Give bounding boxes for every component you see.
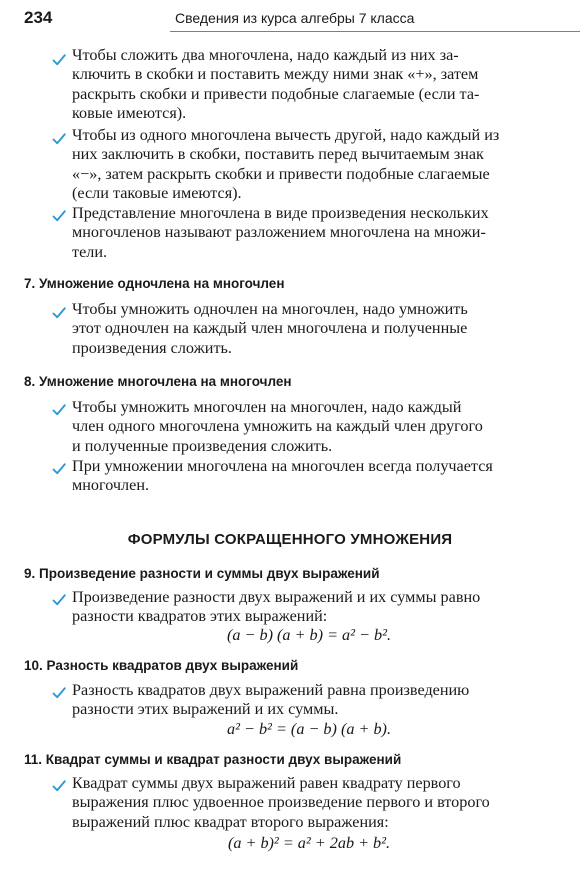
item-line: Произведение разности двух выражений и их суммы равно — [72, 588, 481, 606]
section-heading-8: 8. Умножение многочлена на многочлен — [24, 374, 292, 389]
header-rule — [170, 31, 580, 32]
item-line: и полученные произведения сложить. — [72, 436, 333, 455]
check-icon — [51, 402, 67, 418]
list-item-difference-of-squares — [72, 681, 546, 720]
check-icon — [51, 52, 67, 68]
item-line: член одного многочлена умножить на каждый член другого — [72, 417, 483, 436]
formula: (a + b)² = a² + 2ab + b². — [227, 834, 391, 852]
running-head — [24, 8, 556, 30]
list-item-factorization — [72, 204, 546, 262]
check-icon — [51, 461, 67, 477]
item-line: разности этих выражений и их суммы. — [72, 700, 339, 719]
chapter-heading: ФОРМУЛЫ СОКРАЩЕННОГО УМНОЖЕНИЯ — [127, 531, 453, 548]
item-line: Чтобы из одного многочлена вычесть другой, надо каждый из — [72, 126, 500, 144]
item-line: (если таковые имеются). — [72, 184, 242, 203]
section-heading-10: 10. Разность квадратов двух выражений — [24, 658, 299, 673]
list-item-difference-of-squares-product — [72, 588, 546, 627]
item-line: выражения плюс удвоенное произведение первого и второго — [72, 793, 490, 812]
list-item-polynomial-by-polynomial — [72, 398, 546, 456]
check-icon — [51, 208, 67, 224]
formula: a² − b² = (a − b) (a + b). — [227, 720, 391, 738]
item-line: выражений плюс квадрат второго выражения: — [72, 812, 389, 831]
item-line: тели. — [72, 242, 108, 261]
list-item-square-of-sum — [72, 774, 546, 832]
list-item-subtract-polynomials — [72, 126, 546, 204]
running-title: Сведения из курса алгебры 7 класса — [175, 10, 415, 26]
item-line: разности квадратов этих выражений: — [72, 607, 328, 626]
item-line: «−», затем раскрыть скобки и привести подобные слагаемые — [72, 164, 490, 183]
list-item-add-polynomials — [72, 46, 546, 124]
list-item-product-is-polynomial — [72, 457, 546, 496]
item-line: этот одночлен на каждый член многочлена и полученные — [72, 319, 468, 338]
item-line: ключить в скобки и поставить между ними знак «+», затем — [72, 65, 479, 84]
item-line: Представление многочлена в виде произведения нескольких — [72, 204, 489, 222]
item-line: Разность квадратов двух выражений равна произведению — [72, 681, 470, 699]
check-icon — [51, 592, 67, 608]
item-line: раскрыть скобки и привести подобные слагаемые (если та- — [72, 84, 480, 103]
section-heading-9: 9. Произведение разности и суммы двух выражений — [24, 566, 380, 581]
section-heading-7: 7. Умножение одночлена на многочлен — [24, 276, 285, 291]
item-line: При умножении многочлена на многочлен всегда получается — [72, 457, 493, 475]
section-heading-11: 11. Квадрат суммы и квадрат разности двух выражений — [24, 752, 402, 767]
item-line: ковые имеются). — [72, 104, 187, 123]
item-line: Квадрат суммы двух выражений равен квадрату первого — [72, 774, 461, 792]
formula: (a − b) (a + b) = a² − b². — [227, 626, 391, 644]
item-line: Чтобы умножить одночлен на многочлен, надо умножить — [72, 300, 468, 318]
item-line: них заключить в скобки, поставить перед вычитаемым знак — [72, 145, 484, 164]
page-number: 234 — [24, 8, 53, 27]
item-line: многочлен. — [72, 476, 150, 495]
item-line: произведения сложить. — [72, 338, 232, 357]
check-icon — [51, 131, 67, 147]
check-icon — [51, 685, 67, 701]
item-line: многочленов называют разложением многочлена на множи- — [72, 223, 486, 242]
check-icon — [51, 305, 67, 321]
item-line: Чтобы сложить два многочлена, надо каждый из них за- — [72, 46, 459, 64]
check-icon — [51, 778, 67, 794]
item-line: Чтобы умножить многочлен на многочлен, надо каждый — [72, 398, 462, 416]
list-item-monomial-by-polynomial — [72, 300, 546, 358]
